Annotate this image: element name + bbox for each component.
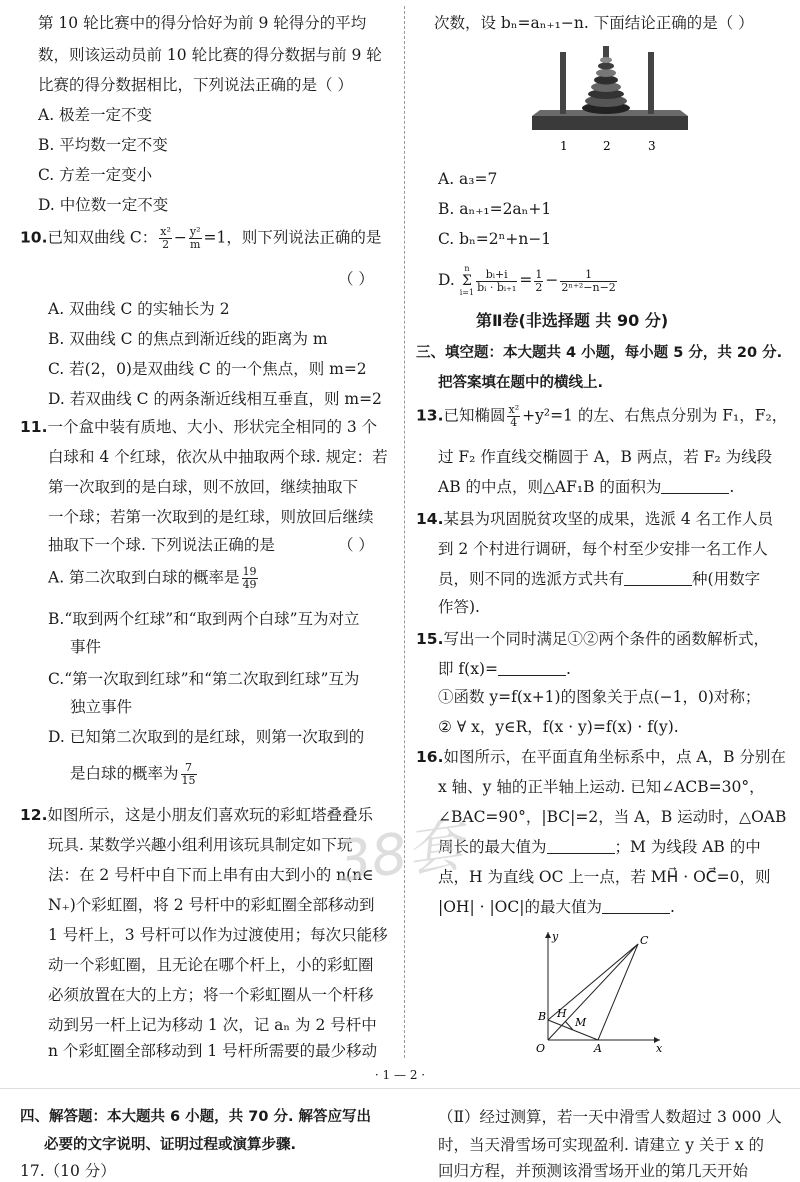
q11-option-d-fraction — [181, 762, 197, 787]
q16-stem-line — [416, 746, 786, 768]
q12-stem-line: 必须放置在大的上方；将一个彩虹圈从一个杆移 — [48, 986, 374, 1004]
q16-stem-line — [438, 836, 761, 858]
frac-den: m — [189, 238, 201, 251]
section3-instruction: 把答案填在题中的横线上. — [438, 375, 604, 391]
frac-den: 4 — [510, 416, 518, 429]
part2-title: 第Ⅱ卷(非选择题 共 90 分) — [476, 311, 669, 330]
q10-stem-pre: 已知双曲线 C： — [47, 228, 158, 247]
q13-stem-line — [416, 404, 787, 429]
q11-option-a-fraction — [242, 566, 258, 591]
q11-line: 一个盒中装有质地、大小、形状完全相同的 3 个 — [47, 418, 378, 436]
q15-line: 写出一个同时满足①②两个条件的函数解析式， — [443, 630, 769, 648]
q12-stem-line: 1 号杆上，3 号杆可以作为过渡使用；每次只能移 — [48, 926, 388, 944]
frac-den: bᵢ · bᵢ₊₁ — [477, 280, 517, 294]
q13-fraction — [507, 404, 520, 429]
q12-d-fraction-3 — [560, 269, 617, 294]
q16-line6: |OH| · |OC|的最大值为 — [438, 898, 602, 916]
q13-pre: 已知椭圆 — [443, 406, 506, 425]
sum-upper: n — [464, 264, 470, 273]
q14-stem-line — [416, 508, 773, 530]
tower-base — [532, 116, 688, 130]
label-C: C — [640, 934, 649, 947]
q10-option-c: C. 若(2，0)是双曲线 C 的一个焦点，则 m=2 — [48, 360, 367, 378]
sum-sign: Σ — [461, 273, 472, 289]
q14-stem-line: 到 2 个村进行调研，每个村至少安排一名工作人 — [438, 540, 768, 558]
frac-num: 1 — [560, 269, 617, 282]
q11-option-c: C.“第一次取到红球”和“第二次取到红球”互为 — [48, 670, 360, 688]
ring — [598, 63, 614, 70]
q11-stem-line: 抽取下一个球. 下列说法正确的是 — [48, 536, 275, 554]
q12-stem-line: 玩具. 某数学兴趣小组利用该玩具制定如下玩 — [48, 836, 353, 854]
q12-stem-line: 动到另一杆上记为移动 1 次，记 aₙ 为 2 号杆中 — [48, 1016, 377, 1034]
q9-option-c: C. 方差一定变小 — [38, 166, 153, 184]
label-y: y — [552, 930, 559, 943]
label-B: B — [538, 1010, 547, 1023]
q12-d-fraction-2 — [534, 269, 543, 294]
q9-option-d: D. 中位数一定不变 — [38, 196, 169, 214]
q12-stem-cont: 次数，设 bₙ=aₙ₊₁−n. 下面结论正确的是（ ） — [434, 14, 754, 32]
q15-condition-1: ①函数 y=f(x+1)的图象关于点(−1，0)对称； — [438, 688, 761, 706]
answer-blank[interactable] — [547, 837, 615, 854]
sum-lower: i=1 — [459, 288, 475, 297]
q12-stem-line: N₊)个彩虹圈，将 2 号杆中的彩虹圈全部移动到 — [48, 896, 375, 914]
q15-stem-line — [416, 628, 769, 650]
q-next-line: 时，当天滑雪场可实现盈利. 请建立 y 关于 x 的 — [438, 1136, 765, 1154]
q10-option-b: B. 双曲线 C 的焦点到渐近线的距离为 m — [48, 330, 328, 348]
y-axis-arrow — [545, 932, 551, 938]
q16-line4: 周长的最大值为 — [438, 838, 547, 856]
ring — [596, 69, 616, 77]
period: . — [566, 660, 571, 678]
q15-condition-2: ② ∀ x，y∈R，f(x · y)=f(x) · f(y). — [438, 718, 679, 736]
q14-line3-post: 种(用数字 — [692, 570, 761, 588]
q9-option-b: B. 平均数一定不变 — [38, 136, 168, 154]
q11-option-d-cont — [70, 762, 199, 787]
label-O: O — [536, 1042, 546, 1055]
q11-stem-line — [20, 416, 377, 438]
q11-option-d: D. 已知第二次取到的是红球，则第一次取到的 — [48, 728, 365, 746]
q12-stem-line: n 个彩虹圈全部移动到 1 号杆所需要的最少移动 — [48, 1042, 378, 1060]
frac-num: 1 — [535, 267, 543, 281]
frac-den: 2 — [535, 280, 543, 294]
q11-option-c-cont: 独立事件 — [70, 698, 133, 716]
q16-stem-line: x 轴、y 轴的正半轴上运动. 已知∠ACB=30°， — [438, 778, 765, 796]
q9-option-a: A. 极差一定不变 — [38, 106, 153, 124]
q17-header: 17.（10 分） — [20, 1162, 116, 1180]
q14-number: 14. — [416, 510, 444, 528]
q12-stem-line — [20, 804, 373, 826]
q16-stem-line — [438, 896, 675, 918]
segment-AC — [598, 944, 638, 1040]
q10-option-a: A. 双曲线 C 的实轴长为 2 — [48, 300, 230, 318]
q12-stem-line: 法：在 2 号杆中自下而上串有由大到小的 n(n∈ — [48, 866, 374, 884]
minus-sign: − — [545, 271, 559, 289]
q13-number: 13. — [416, 406, 444, 425]
q16-stem-line: 点，H 为直线 OC 上一点，若 MH⃗ · OC⃗=0，则 — [438, 868, 771, 886]
equals-sign: = — [519, 271, 533, 289]
q12-d-fraction-1 — [476, 269, 517, 294]
frac-num: x² — [508, 403, 520, 416]
q9-stem-line: 比赛的得分数据相比，下列说法正确的是（ ） — [38, 76, 353, 94]
peg-label-1: 1 — [560, 139, 568, 153]
column-divider — [404, 6, 405, 1058]
q14-stem-line — [438, 568, 760, 590]
q11-option-a-text: A. 第二次取到白球的概率是 — [48, 568, 240, 587]
q11-option-b-cont: 事件 — [70, 638, 102, 656]
answer-blank[interactable] — [498, 659, 566, 676]
q12-line: 如图所示，这是小朋友们喜欢玩的彩虹塔叠叠乐 — [47, 806, 373, 824]
frac-den: 15 — [181, 774, 196, 787]
q11-stem-line: 第一次取到的是白球，则不放回，继续抽取下 — [48, 478, 359, 496]
frac-num: bᵢ+i — [476, 269, 517, 282]
q13-line3: AB 的中点，则△AF₁B 的面积为 — [438, 478, 662, 496]
q10-answer-paren: （ ） — [338, 270, 374, 288]
segment-OC — [548, 944, 638, 1040]
rainbow-tower-figure — [526, 44, 696, 156]
q10-stem-post: =1，则下列说法正确的是 — [203, 228, 382, 247]
q10-stem — [20, 226, 381, 251]
frac-den: 2 — [162, 238, 170, 251]
q11-stem-line: 一个球；若第一次取到的是红球，则放回后继续 — [48, 508, 374, 526]
period: . — [669, 898, 675, 916]
answer-blank[interactable] — [624, 569, 692, 586]
q16-number: 16. — [416, 748, 444, 766]
q11-answer-paren: （ ） — [338, 536, 374, 554]
q11-number: 11. — [20, 418, 48, 436]
peg-1 — [560, 52, 566, 114]
q14-line3: 员，则不同的选派方式共有 — [438, 570, 625, 588]
coordinate-figure — [516, 926, 666, 1056]
q9-stem-line: 第 10 轮比赛中的得分恰好为前 9 轮得分的平均 — [38, 14, 367, 32]
q12-number: 12. — [20, 806, 48, 824]
page-separator — [0, 1088, 800, 1089]
q10-option-d: D. 若双曲线 C 的两条渐近线相互垂直，则 m=2 — [48, 390, 382, 408]
answer-blank[interactable] — [661, 477, 729, 494]
q16-line: 如图所示，在平面直角坐标系中，点 A，B 分别在 — [443, 748, 786, 766]
frac-den: 2ⁿ⁺²−n−2 — [561, 280, 616, 294]
q13-stem-line: 过 F₂ 作直线交椭圆于 A，B 两点，若 F₂ 为线段 — [438, 448, 773, 466]
q11-option-b: B.“取到两个红球”和“取到两个白球”互为对立 — [48, 610, 360, 628]
q15-line2: 即 f(x)= — [438, 660, 498, 678]
peg-label-2: 2 — [603, 139, 611, 153]
period: . — [729, 478, 735, 496]
peg-label-3: 3 — [648, 139, 656, 153]
q12-option-c: C. bₙ=2ⁿ+n−1 — [438, 230, 552, 248]
page-number: · 1 — 2 · — [374, 1068, 426, 1082]
frac-num: y² — [189, 225, 201, 238]
frac-num: 7 — [181, 762, 197, 775]
q16-stem-line: ∠BAC=90°，|BC|=2，当 A，B 运动时，△OAB — [438, 808, 787, 826]
q12-option-d — [438, 264, 619, 298]
q10-fraction-2 — [189, 226, 202, 251]
label-x: x — [656, 1042, 663, 1055]
q15-stem-line — [438, 658, 571, 680]
q13-post: +y²=1 的左、右焦点分别为 F₁，F₂， — [522, 406, 788, 425]
ring — [600, 57, 612, 63]
q10-number: 10. — [20, 228, 48, 247]
q12-stem-line: 动一个彩虹圈，且无论在哪个杆上，小的彩虹圈 — [48, 956, 374, 974]
summation — [460, 264, 474, 298]
label-M: M — [575, 1016, 587, 1029]
answer-blank[interactable] — [602, 897, 670, 914]
frac-num: 19 — [242, 565, 257, 578]
frac-num: x² — [160, 225, 171, 238]
q-next-line: （Ⅱ）经过测算，若一天中滑雪人数超过 3 000 人 — [438, 1108, 782, 1126]
q13-stem-line — [438, 476, 734, 498]
q15-number: 15. — [416, 630, 444, 648]
section3-heading: 三、填空题：本大题共 4 小题，每小题 5 分，共 20 分. — [416, 345, 783, 361]
minus-sign: − — [173, 228, 187, 247]
q11-stem-line: 白球和 4 个红球，依次从中抽取两个球. 规定：若 — [48, 448, 388, 466]
frac-den: 49 — [242, 578, 257, 591]
q11-option-a — [48, 566, 260, 591]
peg-3 — [648, 52, 654, 114]
label-A: A — [594, 1042, 602, 1055]
q14-line: 某县为巩固脱贫攻坚的成果，选派 4 名工作人员 — [443, 510, 774, 528]
section4-instruction: 必要的文字说明、证明过程或演算步骤. — [44, 1137, 297, 1153]
q16-line4-post: ；M 为线段 AB 的中 — [614, 838, 761, 856]
q-next-line: 回归方程，并预测该滑雪场开业的第几天开始 — [438, 1162, 749, 1180]
q11-option-d-text: 是白球的概率为 — [70, 764, 179, 783]
q12-option-d-label: D. — [438, 271, 460, 289]
q9-stem-line: 数，则该运动员前 10 轮比赛的得分数据与前 9 轮 — [38, 46, 382, 64]
watermark: 38套 — [331, 813, 467, 896]
section4-heading: 四、解答题：本大题共 6 小题，共 70 分. 解答应写出 — [20, 1109, 372, 1125]
q14-stem-line: 作答). — [438, 598, 480, 616]
q12-option-a: A. a₃=7 — [438, 170, 498, 188]
q12-option-b: B. aₙ₊₁=2aₙ+1 — [438, 200, 552, 218]
label-H: H — [557, 1007, 567, 1020]
q10-fraction-1 — [159, 226, 172, 251]
